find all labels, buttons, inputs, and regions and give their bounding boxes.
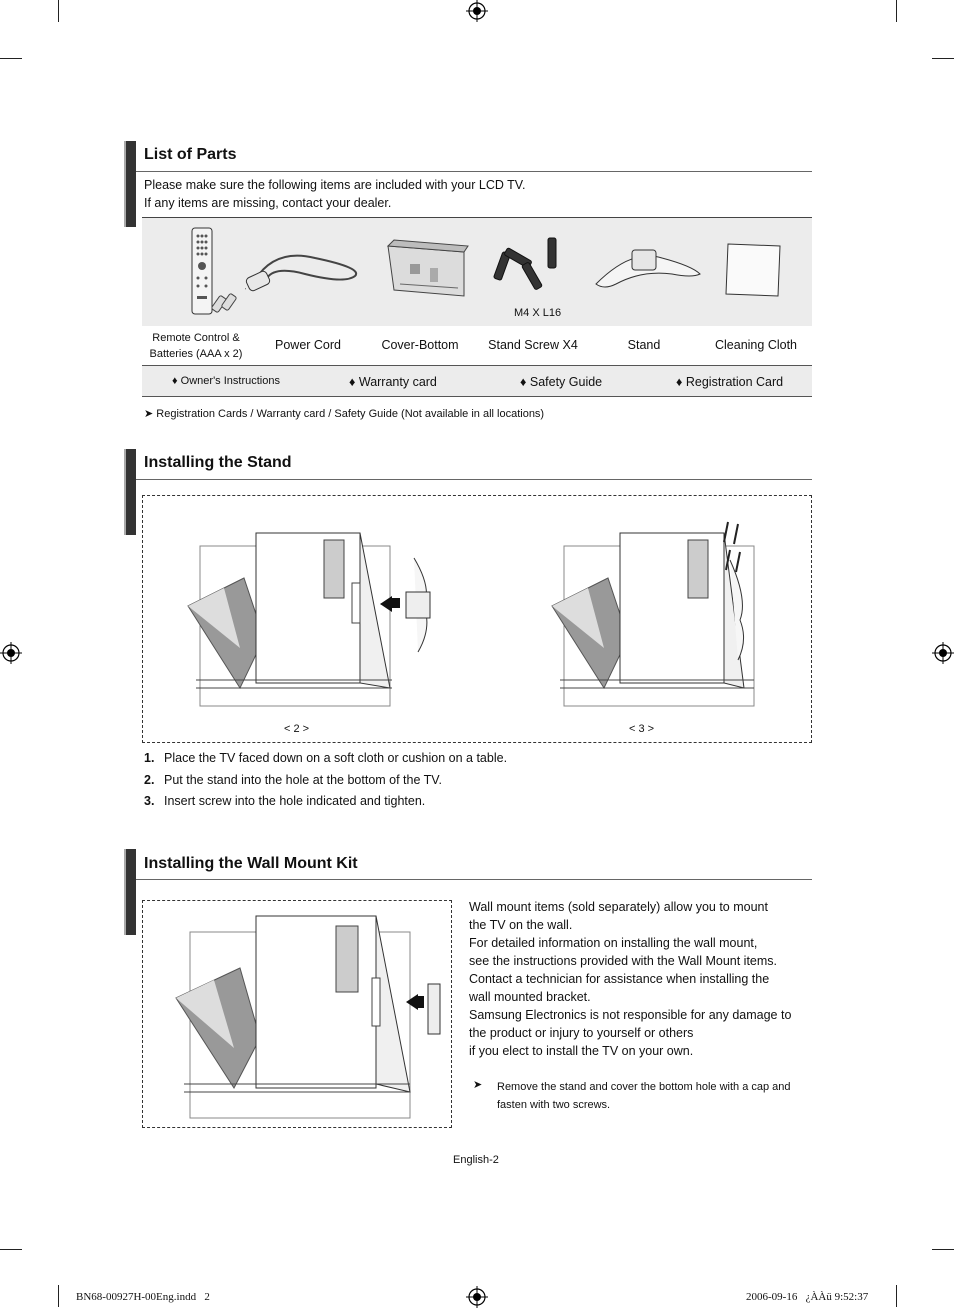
wall-mount-illustration xyxy=(170,912,446,1122)
crop-mark xyxy=(0,58,22,59)
figure-label: < 3 > xyxy=(629,723,655,735)
note-arrow-icon: ➤ xyxy=(144,408,154,420)
registration-mark-icon xyxy=(466,0,488,22)
wall-mount-text xyxy=(469,898,791,1060)
timestamp: 2006-09-16 ¿ÀÀü 9:52:37 xyxy=(746,1291,869,1303)
part-label-remote: Remote Control & Batteries (AAA x 2) xyxy=(149,332,243,360)
document-label: Warranty card xyxy=(358,375,437,389)
screw-spec-label: M4 X L16 xyxy=(514,307,562,319)
crop-mark xyxy=(0,1249,22,1250)
crop-mark xyxy=(932,58,954,59)
crop-mark xyxy=(896,0,897,22)
power-cord-icon xyxy=(245,238,367,298)
section-marker xyxy=(124,849,136,935)
wall-mount-line: For detailed information on installing the wall mount, xyxy=(469,936,758,950)
step-text: Place the TV faced down on a soft cloth or cushion on a table. xyxy=(164,751,508,765)
parts-note-text: Registration Cards / Warranty card / Safety Guide (Not available in all locations) xyxy=(156,408,545,420)
cover-bottom-icon xyxy=(380,238,470,300)
registration-mark-icon xyxy=(0,642,22,664)
instruction-step xyxy=(144,794,425,808)
document-item: ♦ Registration Card xyxy=(676,375,784,389)
wall-mount-note-line: fasten with two screws. xyxy=(497,1099,611,1111)
tv-stand-step3-illustration xyxy=(548,520,758,713)
step-number: 2. xyxy=(144,773,155,787)
instruction-step xyxy=(144,751,507,765)
intro-line: Please make sure the following items are included with your LCD TV. xyxy=(144,178,526,192)
part-label-cover-bottom: Cover-Bottom xyxy=(381,338,459,352)
stand-icon xyxy=(592,244,704,292)
wall-mount-note xyxy=(497,1078,791,1114)
note-arrow-icon: ➤ xyxy=(473,1079,483,1091)
document-label: Owner's Instructions xyxy=(180,375,280,387)
wall-mount-line: Samsung Electronics is not responsible for any damage to xyxy=(469,1008,792,1022)
wall-mount-line: the TV on the wall. xyxy=(469,918,573,932)
step-number: 1. xyxy=(144,751,155,765)
section-title-installing-stand: Installing the Stand xyxy=(144,454,292,471)
registration-mark-icon xyxy=(932,642,954,664)
intro-line: If any items are missing, contact your dealer. xyxy=(144,196,392,210)
file-name: BN68-00927H-00Eng.indd 2 xyxy=(76,1291,210,1303)
document-item: ♦ Owner's Instructions xyxy=(172,375,280,387)
wall-mount-line: see the instructions provided with the Wall Mount items. xyxy=(469,954,778,968)
part-label-stand-screw: Stand Screw X4 xyxy=(488,338,578,352)
part-label-cleaning-cloth: Cleaning Cloth xyxy=(715,338,797,352)
divider xyxy=(136,171,812,172)
wall-mount-line: Contact a technician for assistance when installing the xyxy=(469,972,770,986)
part-label-stand: Stand xyxy=(627,338,661,352)
section-title-wall-mount: Installing the Wall Mount Kit xyxy=(144,855,358,872)
step-text: Insert screw into the hole indicated and tighten. xyxy=(164,794,426,808)
instruction-step xyxy=(144,773,442,787)
parts-note xyxy=(144,407,544,420)
document-label: Safety Guide xyxy=(529,375,603,389)
page-number: English-2 xyxy=(453,1154,499,1166)
crop-mark xyxy=(58,0,59,22)
wall-mount-line: Wall mount items (sold separately) allow you to mount xyxy=(469,900,768,914)
section-marker xyxy=(124,449,136,535)
section-marker xyxy=(124,141,136,227)
crop-mark xyxy=(58,1285,59,1307)
crop-mark xyxy=(932,1249,954,1250)
figure-label: < 2 > xyxy=(284,723,310,735)
part-label-power-cord: Power Cord xyxy=(275,338,341,352)
step-number: 3. xyxy=(144,794,155,808)
tv-stand-step2-illustration xyxy=(184,528,434,713)
wall-mount-line: wall mounted bracket. xyxy=(469,990,591,1004)
wall-mount-note-line: Remove the stand and cover the bottom hole with a cap and xyxy=(497,1081,791,1093)
divider xyxy=(142,396,812,397)
registration-mark-icon xyxy=(466,1286,488,1308)
document-item: ♦ Safety Guide xyxy=(520,375,603,389)
stand-screw-icon xyxy=(490,234,570,300)
step-text: Put the stand into the hole at the bottom of the TV. xyxy=(164,773,442,787)
document-item: ♦ Warranty card xyxy=(349,375,437,389)
divider xyxy=(136,879,812,880)
wall-mount-line: if you elect to install the TV on your own. xyxy=(469,1044,694,1058)
wall-mount-line: the product or injury to yourself or others xyxy=(469,1026,694,1040)
remote-control-icon xyxy=(185,226,245,316)
crop-mark xyxy=(896,1285,897,1307)
document-label: Registration Card xyxy=(685,375,784,389)
section-title-list-of-parts: List of Parts xyxy=(144,146,237,163)
cleaning-cloth-icon xyxy=(722,240,784,300)
divider xyxy=(136,479,812,480)
